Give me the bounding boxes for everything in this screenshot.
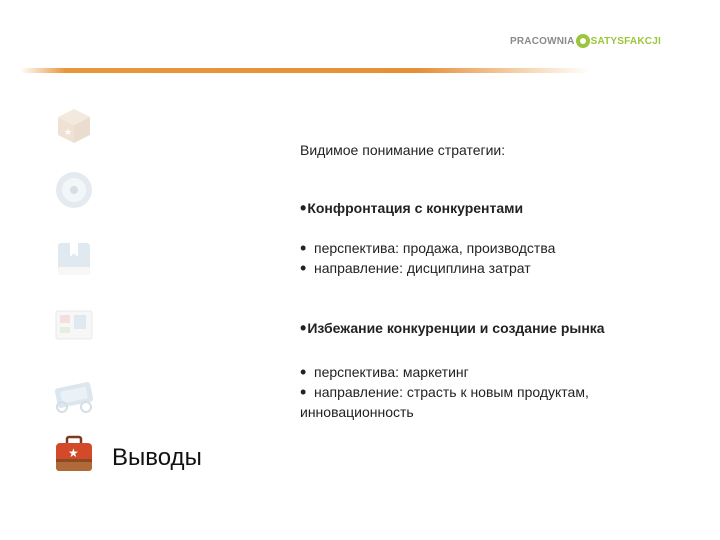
svg-text:★: ★: [64, 128, 73, 138]
active-section-label: Выводы: [112, 444, 202, 471]
logo-word-1: PRACOWNIA: [510, 35, 575, 47]
section1-title: Конфронтация с конкурентами: [307, 200, 524, 216]
bullet-glyph: •: [300, 362, 307, 382]
bullet-glyph: •: [300, 238, 307, 258]
logo-sun-icon: [576, 34, 590, 48]
svg-text:★: ★: [68, 446, 79, 460]
ticket-icon[interactable]: [52, 373, 96, 417]
board-icon[interactable]: [52, 303, 96, 347]
section1-list: [300, 238, 690, 278]
bullet-glyph: •: [300, 318, 307, 338]
section2-list: [300, 362, 690, 422]
list-item: • перспектива: продажа, производства: [300, 238, 556, 258]
logo-word-2: SATYSFAKCJI: [590, 35, 661, 47]
header-divider: [20, 68, 590, 73]
list-item: • направление: дисциплина затрат: [300, 258, 531, 278]
section2-heading: [300, 318, 605, 339]
section2-title: Избежание конкуренции и создание рынка: [307, 320, 605, 336]
list-item-continuation: инновационность: [300, 404, 414, 420]
bullet-glyph: •: [300, 382, 307, 402]
section1-heading: [300, 198, 523, 219]
brand-logo: [510, 30, 680, 52]
bullet-glyph: •: [300, 198, 307, 218]
book-icon[interactable]: [52, 237, 96, 281]
bullet-glyph: •: [300, 258, 307, 278]
disc-icon[interactable]: [52, 168, 96, 212]
box-icon[interactable]: [52, 103, 96, 147]
briefcase-icon[interactable]: [52, 433, 96, 477]
list-item: • перспектива: маркетинг: [300, 362, 469, 382]
list-item: • направление: страсть к новым продуктам,: [300, 382, 589, 402]
intro-text: Видимое понимание стратегии:: [300, 142, 506, 158]
